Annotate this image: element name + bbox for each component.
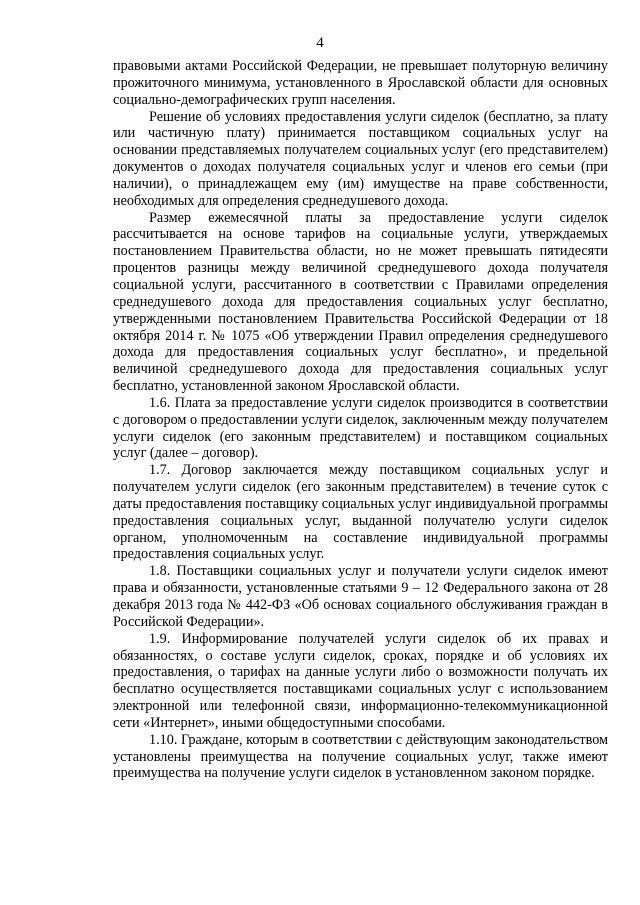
paragraph-1-10: 1.10. Граждане, которым в соответствии с действующим законодательством установлены преимущества на получение социальных услуг, также имеют преимущества на получение услуги сиделок в установленном законом порядке. <box>113 731 608 782</box>
paragraph-1-8: 1.8. Поставщики социальных услуг и получатели услуги сиделок имеют права и обязанности, установленные статьями 9 – 12 Федерального закона от 28 декабря 2013 года № 442-ФЗ «Об основах социального обслуживания граждан в Российской Федерации». <box>113 563 608 630</box>
paragraph-1-9: 1.9. Информирование получателей услуги сиделок об их правах и обязанностях, о составе услуги сиделок, сроках, порядке и об условиях их предоставления, о тарифах на данные услуги либо о возможности получать их бесплатно осуществляется поставщиками социальных услуг с использованием электронной или телефонной связи, информационно-телекоммуникационной сети «Интернет», иными общедоступными способами. <box>113 630 608 731</box>
page-number: 4 <box>316 35 324 51</box>
paragraph-1-7: 1.7. Договор заключается между поставщиком социальных услуг и получателем услуги сиделок (его законным представителем) в течение суток с даты предоставления поставщику социальных услуг индивидуальной программы предоставления социальных услуг, выданной получателю услуги сиделок органом, уполномоченным на составление индивидуальной программы предоставления социальных услуг. <box>113 462 608 563</box>
document-body <box>113 58 608 782</box>
paragraph-decision-conditions: Решение об условиях предоставления услуги сиделок (бесплатно, за плату или частичную плату) принимается поставщиком социальных услуг на основании представляемых получателем социальных услуг (его представителем) документов о доходах получателя социальных услуг и членов его семьи (при наличии), о принадлежащем ему (им) имуществе на праве собственности, необходимых для определения среднедушевого дохода. <box>113 108 608 209</box>
paragraph-1-6: 1.6. Плата за предоставление услуги сиделок производится в соответствии с договором о предоставлении услуги сиделок, заключенным между получателем услуги сиделок (его законным представителем) и поставщиком социальных услуг (далее – договор). <box>113 394 608 462</box>
paragraph-monthly-fee: Размер ежемесячной платы за предоставление услуги сиделок рассчитывается на основе тарифов на социальные услуги, утверждаемых постановлением Правительства области, но не может превышать пятидесяти процентов разницы между величиной среднедушевого дохода получателя социальной услуги, рассчитанного в соответствии с Правилами определения среднедушевого дохода для предоставления социальных услуг бесплатно, утвержденными постановлением Правительства Российской Федерации от 18 октября 2014 г. № 1075 «Об утверждении Правил определения среднедушевого дохода для предоставления социальных услуг бесплатно», и предельной величиной среднедушевого дохода для предоставления социальных услуг бесплатно, установленной законом Ярославской области. <box>113 209 608 395</box>
paragraph-continuation: правовыми актами Российской Федерации, не превышает полуторную величину прожиточного минимума, установленного в Ярославской области для основных социально-демографических групп населения. <box>113 58 608 108</box>
